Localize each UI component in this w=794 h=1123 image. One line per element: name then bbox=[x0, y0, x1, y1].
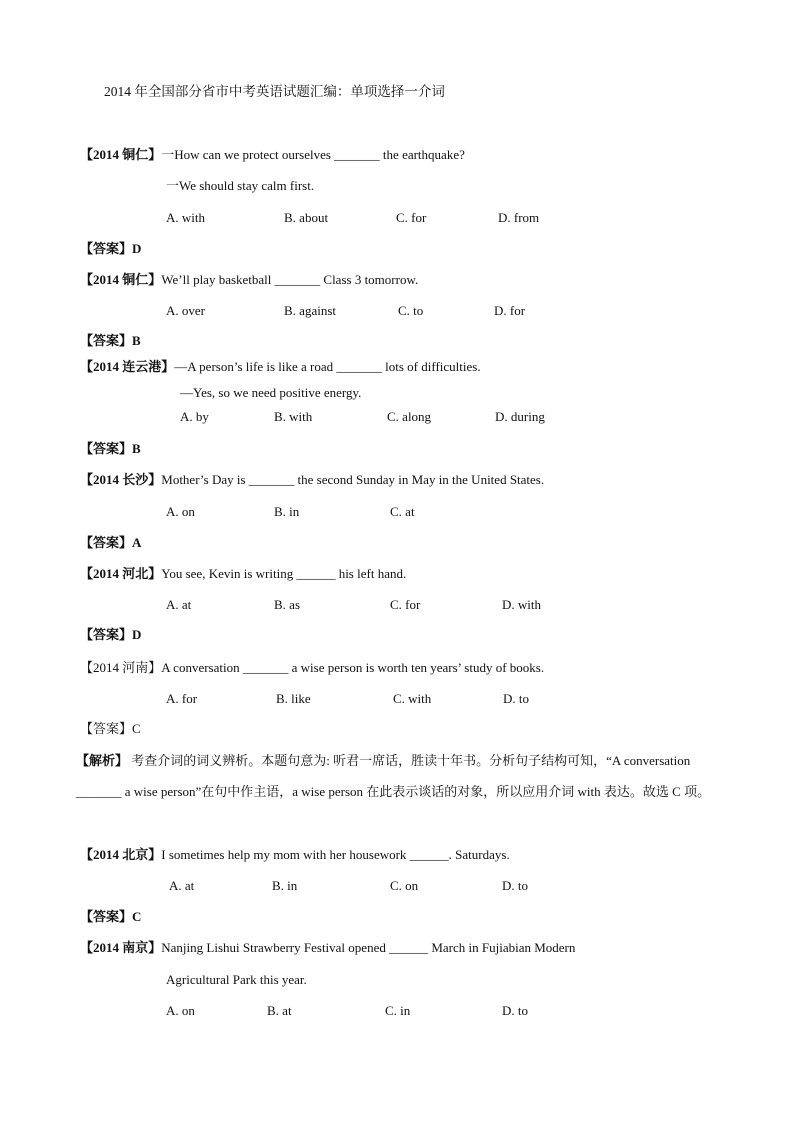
answer-value: C bbox=[132, 909, 142, 924]
answer-value: B bbox=[132, 441, 141, 456]
question-7-stem bbox=[80, 847, 510, 863]
analysis-6 bbox=[76, 745, 726, 807]
answer-label: 【答案】 bbox=[80, 909, 133, 924]
option-c: C. to bbox=[398, 303, 424, 318]
option-b: B. in bbox=[274, 504, 300, 519]
question-5-stem bbox=[80, 566, 406, 582]
question-text: We’ll play basketball _______ Class 3 tomorrow. bbox=[161, 272, 419, 287]
question-text: Nanjing Lishui Strawberry Festival opened ______ March in Fujiabian Modern bbox=[161, 940, 576, 955]
answer-2 bbox=[80, 333, 141, 349]
answer-value: D bbox=[132, 627, 142, 642]
option-c: C. at bbox=[390, 504, 415, 519]
answer-label: 【答案】 bbox=[80, 333, 133, 348]
option-c: C. in bbox=[385, 1003, 411, 1018]
option-b: B. as bbox=[274, 597, 300, 612]
option-b: B. like bbox=[276, 691, 311, 706]
option-a: A. for bbox=[166, 691, 198, 706]
page-title: 2014 年全国部分省市中考英语试题汇编：单项选择一介词 bbox=[104, 84, 445, 99]
answer-5 bbox=[80, 627, 141, 643]
question-tag: 【2014 河南】 bbox=[80, 660, 162, 675]
question-6-stem bbox=[80, 660, 544, 676]
question-3-stem bbox=[80, 359, 481, 375]
answer-value: A bbox=[132, 535, 142, 550]
answer-1 bbox=[80, 241, 141, 257]
option-a: A. over bbox=[166, 303, 205, 318]
question-3-reply: —Yes, so we need positive energy. bbox=[180, 385, 362, 400]
question-tag: 【2014 铜仁】 bbox=[80, 147, 162, 162]
question-4-stem bbox=[80, 472, 544, 488]
question-1-reply: 一We should stay calm first. bbox=[166, 178, 315, 193]
answer-label: 【答案】 bbox=[80, 535, 133, 550]
option-b: B. against bbox=[284, 303, 336, 318]
option-a: A. on bbox=[166, 504, 195, 519]
option-d: D. during bbox=[495, 409, 545, 424]
answer-value: B bbox=[132, 333, 141, 348]
question-text: You see, Kevin is writing ______ his left hand. bbox=[161, 566, 407, 581]
question-text: A conversation _______ a wise person is worth ten years’ study of books. bbox=[161, 660, 545, 675]
answer-label: 【答案】 bbox=[80, 241, 133, 256]
option-a: A. at bbox=[169, 878, 195, 893]
option-b: B. with bbox=[274, 409, 313, 424]
question-tag: 【2014 铜仁】 bbox=[80, 272, 162, 287]
option-a: A. with bbox=[166, 210, 205, 225]
answer-value: C bbox=[132, 721, 141, 736]
option-d: D. from bbox=[498, 210, 540, 225]
answer-value: D bbox=[132, 241, 142, 256]
option-c: C. for bbox=[396, 210, 427, 225]
question-text: I sometimes help my mom with her housework ______. Saturdays. bbox=[161, 847, 510, 862]
question-tag: 【2014 河北】 bbox=[80, 566, 162, 581]
question-tag: 【2014 北京】 bbox=[80, 847, 162, 862]
option-b: B. about bbox=[284, 210, 329, 225]
question-1-stem bbox=[80, 147, 465, 163]
option-d: D. with bbox=[502, 597, 541, 612]
option-d: D. to bbox=[502, 878, 528, 893]
question-8-stem bbox=[80, 940, 575, 956]
option-d: D. for bbox=[494, 303, 526, 318]
option-c: C. along bbox=[387, 409, 432, 424]
question-text: —A person’s life is like a road _______ lots of difficulties. bbox=[174, 359, 481, 374]
analysis-text: 考查介词的词义辨析。本题句意为: 听君一席话，胜读十年书。分析句子结构可知，“A conversation _______ a wise person”在句中作主语，a wise person 在此表示谈话的对象，所以应用介词 with 表达。故选 C 项。 bbox=[76, 753, 711, 799]
option-c: C. for bbox=[390, 597, 421, 612]
option-a: A. on bbox=[166, 1003, 195, 1018]
question-text: 一How can we protect ourselves _______ the earthquake? bbox=[161, 147, 465, 162]
question-tag: 【2014 南京】 bbox=[80, 940, 162, 955]
option-d: D. to bbox=[503, 691, 529, 706]
option-a: A. at bbox=[166, 597, 192, 612]
question-tag: 【2014 连云港】 bbox=[80, 359, 175, 374]
answer-4 bbox=[80, 535, 141, 551]
option-d: D. to bbox=[502, 1003, 528, 1018]
answer-label: 【答案】 bbox=[80, 441, 133, 456]
option-b: B. in bbox=[272, 878, 298, 893]
question-tag: 【2014 长沙】 bbox=[80, 472, 162, 487]
question-2-stem bbox=[80, 272, 418, 288]
question-8-continuation: Agricultural Park this year. bbox=[166, 972, 307, 987]
option-b: B. at bbox=[267, 1003, 292, 1018]
answer-label: 【答案】 bbox=[80, 627, 133, 642]
option-c: C. with bbox=[393, 691, 432, 706]
question-text: Mother’s Day is _______ the second Sunday in May in the United States. bbox=[161, 472, 545, 487]
answer-7 bbox=[80, 909, 141, 925]
answer-3 bbox=[80, 441, 141, 457]
analysis-label: 【解析】 bbox=[76, 753, 129, 768]
answer-label: 【答案】 bbox=[80, 721, 133, 736]
option-c: C. on bbox=[390, 878, 419, 893]
answer-6 bbox=[80, 721, 141, 737]
option-a: A. by bbox=[180, 409, 209, 424]
